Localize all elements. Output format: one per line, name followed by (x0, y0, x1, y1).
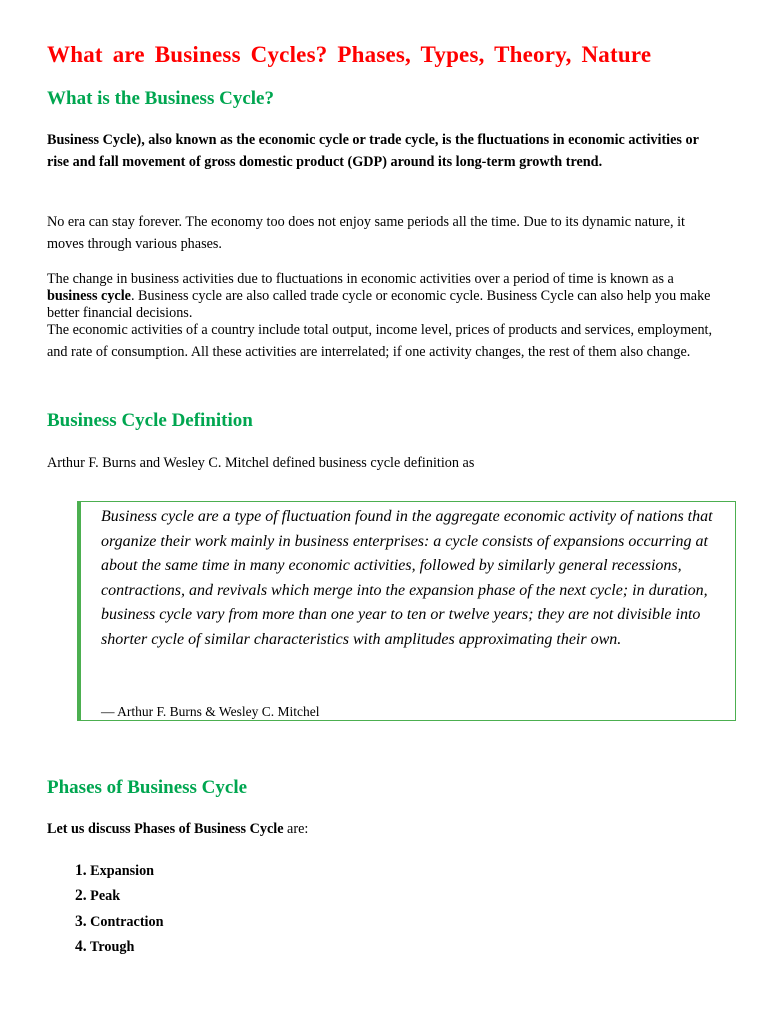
list-number: 3. (75, 912, 87, 930)
business-cycle-term: business cycle (47, 288, 131, 304)
section-heading-phases: Phases of Business Cycle (47, 777, 248, 798)
phase-label: Trough (89, 938, 135, 955)
list-number: 4. (75, 937, 87, 955)
phase-label: Contraction (90, 913, 164, 930)
intro-definition: Business Cycle), also known as the economic cycle or trade cycle, is the fluctuations in economic activities or rise and fall movement of gross domestic product (GDP) around its long-term growth trend. (47, 132, 699, 170)
list-item (75, 934, 163, 959)
phases-lead (47, 818, 723, 840)
paragraph-change-start: The change in business activities due to fluctuations in economic activities over a period of time is known as a (47, 271, 674, 287)
list-number: 1. (75, 862, 87, 879)
phases-lead-bold: Let us discuss Phases of Business Cycle (47, 821, 284, 837)
paragraph-activities: The economic activities of a country include total output, income level, prices of products and services, employment, and rate of consumption. All these activities are interrelated; if one activity changes, the rest of them also change. (47, 322, 713, 360)
paragraph-change-end: . Business cycle are also called trade cycle or economic cycle. Business Cycle can also help you make better financial decisions. (47, 288, 711, 321)
paragraph-era: No era can stay forever. The economy too does not enjoy same periods all the time. Due to its dynamic nature, it moves through various phases. (47, 214, 685, 252)
phase-label: Expansion (90, 863, 155, 879)
phases-list (75, 858, 163, 959)
list-item (75, 883, 163, 908)
quote-text: Business cycle are a type of fluctuation found in the aggregate economic activity of nations that organize their work mainly in business enterprises: a cycle consists of expansions occurring at about the same time in many economic activities, followed by similarly general recessions, contractions, and revivals which merge into the expansion phase of the next cycle; in duration, business cycle vary from more than one year to ten or twelve years; they are not divisible into shorter cycle of similar characteristics with amplitudes approximating their own. (101, 508, 713, 648)
phase-label: Peak (90, 888, 121, 905)
definition-lead: Arthur F. Burns and Wesley C. Mitchel defined business cycle definition as (47, 455, 475, 471)
quote-citation: — Arthur F. Burns & Wesley C. Mitchel (101, 704, 320, 719)
phases-lead-rest: are: (283, 821, 309, 837)
paragraph-change (47, 271, 723, 322)
section-heading-what-is: What is the Business Cycle? (47, 88, 274, 109)
definition-blockquote (77, 501, 736, 721)
section-heading-definition: Business Cycle Definition (47, 410, 253, 431)
list-number: 2. (75, 887, 87, 905)
page-title: What are Business Cycles? Phases, Types, Theory, Nature (47, 42, 652, 67)
list-item (75, 909, 163, 934)
list-item (75, 858, 163, 883)
